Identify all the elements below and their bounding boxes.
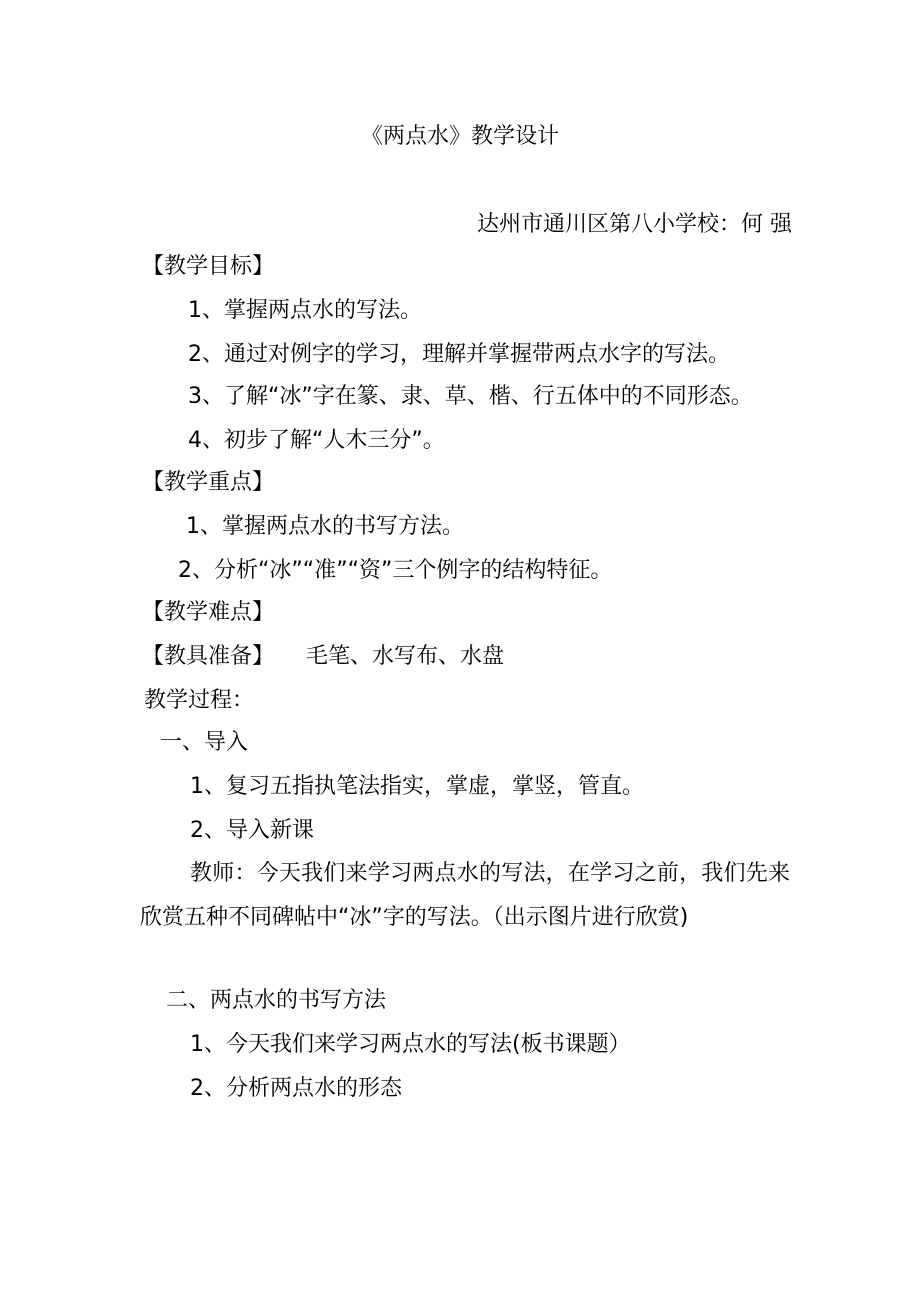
section-heading: 二、两点水的书写方法 <box>166 988 387 1013</box>
tools-text: 毛笔、水写布、水盘 <box>306 644 505 669</box>
process-item: 1、今天我们来学习两点水的写法(板书课题） <box>190 1032 631 1057</box>
objective-item: 4、初步了解“人木三分”。 <box>188 428 445 453</box>
key-point-item: 1、掌握两点水的书写方法。 <box>186 514 464 539</box>
process-item: 2、分析两点水的形态 <box>190 1076 402 1101</box>
key-point-item: 2、分析“冰”“准”“资”三个例字的结构特征。 <box>178 558 613 583</box>
teacher-paragraph: 教师：今天我们来学习两点水的写法，在学习之前，我们先来欣赏五种不同碑帖中“冰”字的写法。（出示图片进行欣赏) <box>140 861 790 930</box>
process-item: 1、复习五指执笔法指实，掌虚，掌竖，管直。 <box>190 774 644 799</box>
objectives-heading: 【教学目标】 <box>142 254 275 279</box>
objective-item: 1、掌握两点水的写法。 <box>188 298 422 323</box>
document-title: 《两点水》教学设计 <box>360 124 559 149</box>
author-line: 达州市通川区第八小学校：何 强 <box>477 212 792 237</box>
difficulties-heading: 【教学难点】 <box>142 600 275 625</box>
section-heading: 一、导入 <box>160 730 249 755</box>
objective-item: 3、了解“冰”字在篆、隶、草、楷、行五体中的不同形态。 <box>188 384 753 409</box>
tools-heading: 【教具准备】 <box>142 644 275 669</box>
process-item: 2、导入新课 <box>190 818 314 843</box>
objective-item: 2、通过对例字的学习，理解并掌握带两点水字的写法。 <box>188 342 730 367</box>
process-heading: 教学过程： <box>144 688 255 713</box>
key-points-heading: 【教学重点】 <box>142 470 275 495</box>
